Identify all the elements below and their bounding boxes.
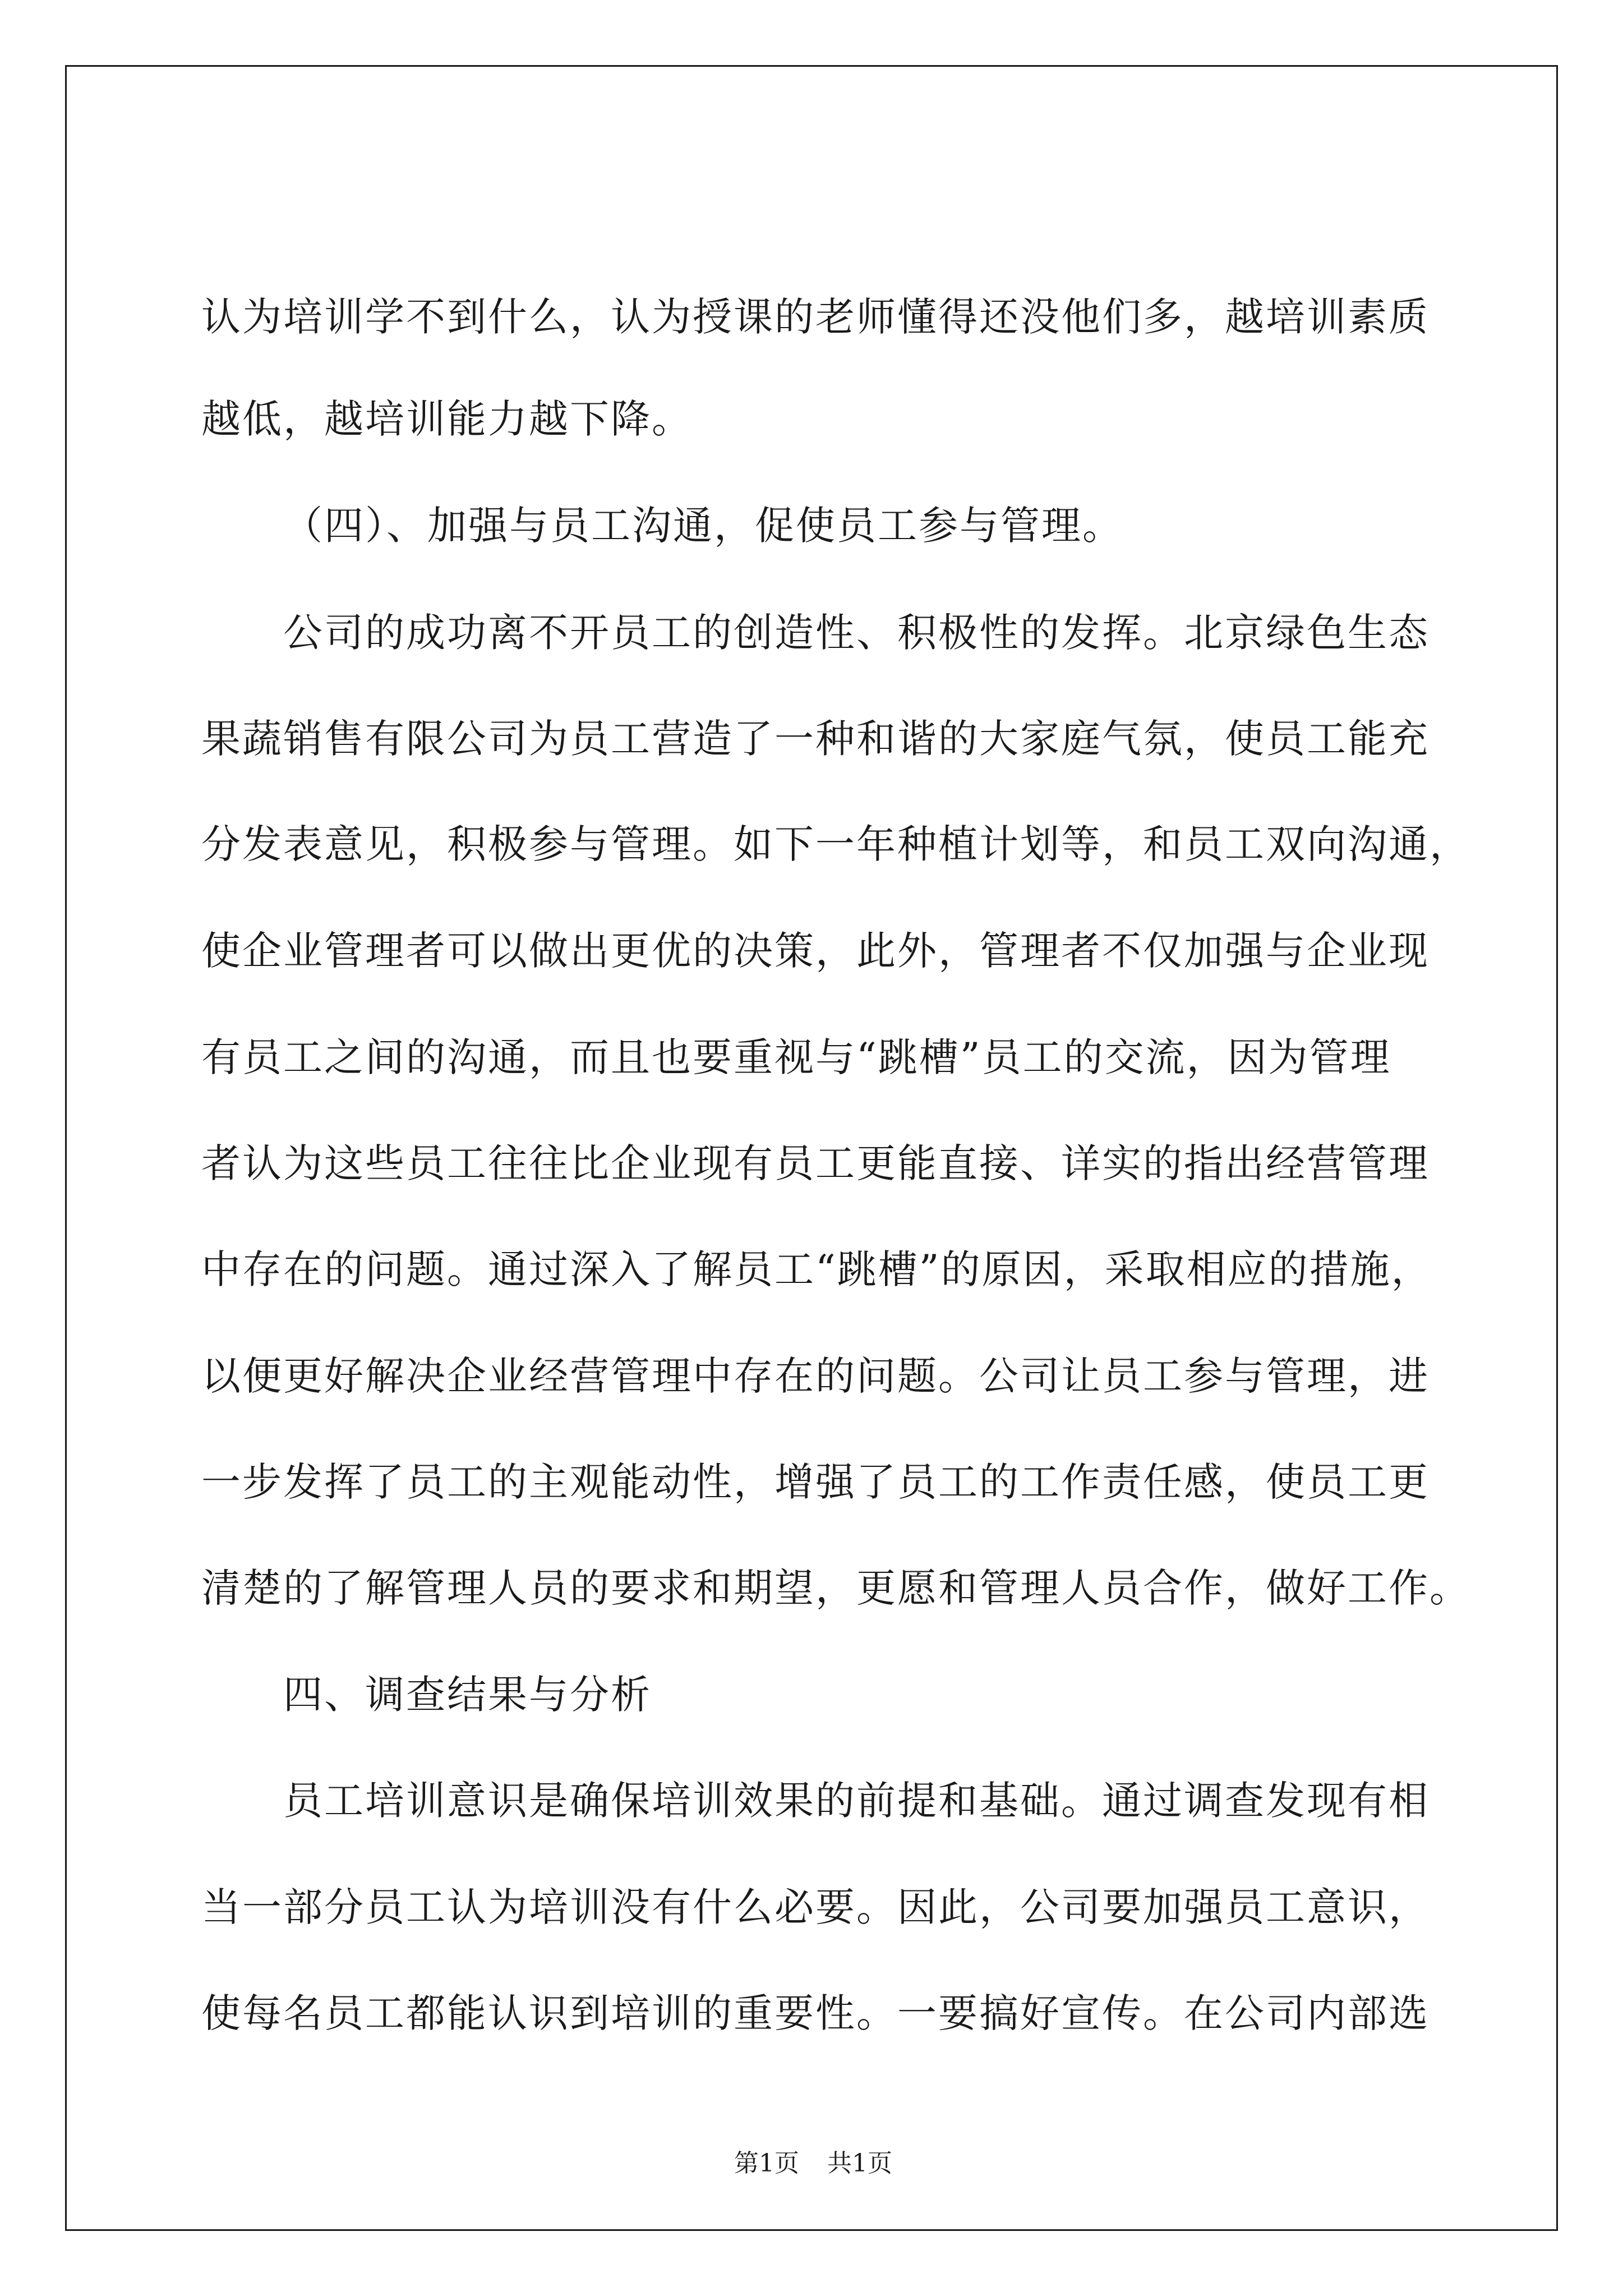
section-heading: 四、调查结果与分析 xyxy=(283,1672,652,1718)
page-number: 第1页 xyxy=(734,2149,799,2178)
text-line: 使每名员工都能认识到培训的重要性。一要搞好宣传。在公司内部选 xyxy=(201,1990,1430,2036)
text-line: 认为培训学不到什么，认为授课的老师懂得还没他们多，越培训素质 xyxy=(201,294,1430,340)
text-line: 使企业管理者可以做出更优的决策，此外，管理者不仅加强与企业现 xyxy=(201,928,1430,974)
page-total: 共1页 xyxy=(827,2149,892,2178)
paragraph-first-line: 公司的成功离不开员工的创造性、积极性的发挥。北京绿色生态 xyxy=(283,610,1430,656)
paragraph-first-line: 员工培训意识是确保培训效果的前提和基础。通过调查发现有相 xyxy=(283,1778,1430,1824)
text-line: 果蔬销售有限公司为员工营造了一种和谐的大家庭气氛，使员工能充 xyxy=(201,716,1430,762)
text-line: 分发表意见，积极参与管理。如下一年种植计划等，和员工双向沟通， xyxy=(201,821,1470,867)
text-line: 当一部分员工认为培训没有什么必要。因此，公司要加强员工意识， xyxy=(201,1884,1430,1930)
text-line: 清楚的了解管理人员的要求和期望，更愿和管理人员合作，做好工作。 xyxy=(201,1565,1470,1611)
section-heading: （四）、加强与员工沟通，促使员工参与管理。 xyxy=(283,503,1123,549)
text-line: 以便更好解决企业经营管理中存在的问题。公司让员工参与管理，进 xyxy=(201,1353,1430,1399)
page-footer xyxy=(67,2147,1560,2180)
text-line: 越低，越培训能力越下降。 xyxy=(201,396,693,442)
text-line: 中存在的问题。通过深入了解员工“跳槽”的原因，采取相应的措施， xyxy=(201,1246,1432,1292)
page-frame xyxy=(65,65,1558,2231)
text-line: 一步发挥了员工的主观能动性，增强了员工的工作责任感，使员工更 xyxy=(201,1459,1430,1505)
text-line: 有员工之间的沟通，而且也要重视与“跳槽”员工的交流，因为管理 xyxy=(201,1034,1391,1080)
text-line: 者认为这些员工往往比企业现有员工更能直接、详实的指出经营管理 xyxy=(201,1140,1430,1186)
